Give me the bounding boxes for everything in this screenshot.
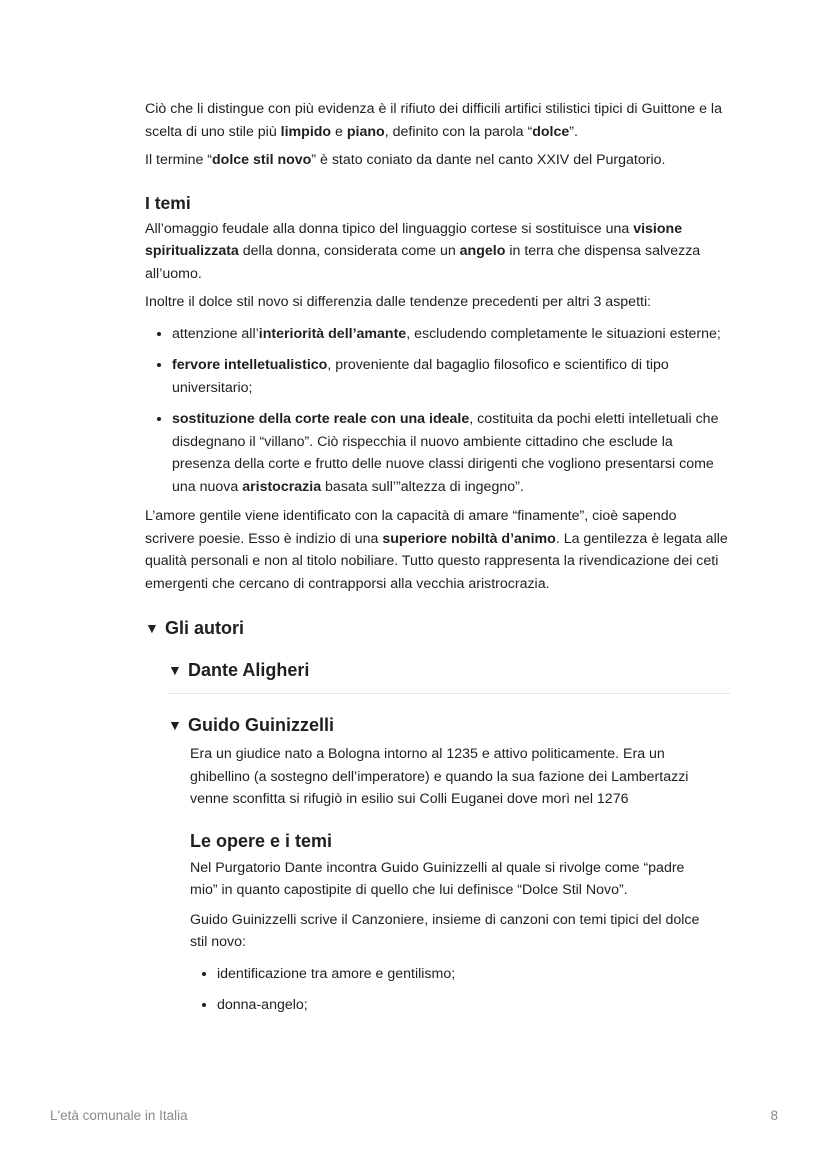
triangle-down-icon: ▼ <box>145 620 159 636</box>
toggle-label: Guido Guinizzelli <box>188 715 334 735</box>
temi-heading: I temi <box>145 192 191 213</box>
opere-heading: Le opere e i temi <box>190 830 333 851</box>
temi-paragraph-3: L’amore gentile viene identificato con la capacità di amare “finamente”, cioè sapendo scrivere poesie. Esso è indizio di una superiore nobiltà d’animo. La gentilezza è legata alle qualità personali e non al titolo nobiliare. Tutto questo rappresenta la rivendicazione dei ceti emergenti che cercano di contrapporsi alla vecchia aristrocrazia. <box>145 508 728 592</box>
list-item: • fervore intelletualistico, proveniente dal bagaglio filosofico e scientifico di tipo universitario; <box>172 354 730 399</box>
page-footer <box>50 1108 778 1123</box>
temi-paragraph-2: Inoltre il dolce stil novo si differenzia dalle tendenze precedenti per altri 3 aspetti: <box>145 294 652 310</box>
list-item: • sostituzione della corte reale con una ideale, costituita da pochi eletti intelletuali che disdegnano il “villano”. Ciò rispecchia il nuovo ambiente cittadino che esclude la presenza della corte e frutto delle nuove classi dirigenti che vogliono presentarsi come una nuova aristocrazia basata sull’”altezza di ingegno”. <box>172 408 730 498</box>
triangle-down-icon: ▼ <box>168 717 182 733</box>
opere-paragraph-2: Guido Guinizzelli scrive il Canzoniere, insieme di canzoni con temi tipici del dolce stil novo: <box>190 911 700 950</box>
triangle-down-icon: ▼ <box>168 662 182 678</box>
toggle-guido-guinizzelli[interactable] <box>168 712 730 738</box>
divider <box>168 693 730 694</box>
opere-paragraph-1: Nel Purgatorio Dante incontra Guido Guinizzelli al quale si rivolge come “padre mio” in quanto capostipite di quello che lui definisce “Dolce Stil Novo”. <box>190 859 685 898</box>
document-body <box>145 98 730 1026</box>
list-item: • donna-angelo; <box>217 994 710 1017</box>
guido-section <box>190 743 710 1017</box>
opere-bullet-list <box>190 963 710 1017</box>
intro-paragraph-1: Ciò che li distingue con più evidenza è il rifiuto dei difficili artifici stilistici tipici di Guittone e la scelta di uno stile più limpido e piano, definito con la parola “dolce”. <box>145 101 722 140</box>
toggle-dante-aligheri[interactable] <box>168 657 730 683</box>
guido-bio: Era un giudice nato a Bologna intorno al 1235 e attivo politicamente. Era un ghibellino (a sostegno dell’imperatore) e quando la sua fazione dei Lambertazzi venne sconfitta si rifugiò in esilio sui Colli Euganei dove morì nel 1276 <box>190 746 689 807</box>
list-item: • identificazione tra amore e gentilismo; <box>217 963 710 986</box>
temi-bullet-list <box>145 323 730 499</box>
list-item: • attenzione all’interiorità dell’amante, escludendo completamente le situazioni esterne; <box>172 323 730 346</box>
footer-title: L'età comunale in Italia <box>50 1108 188 1123</box>
toggle-label: Dante Aligheri <box>188 660 310 680</box>
intro-paragraph-2: Il termine “dolce stil novo” è stato coniato da dante nel canto XXIV del Purgatorio. <box>145 152 666 168</box>
toggle-label: Gli autori <box>165 618 245 638</box>
temi-paragraph-1: All’omaggio feudale alla donna tipico del linguaggio cortese si sostituisce una visione spiritualizzata della donna, considerata come un angelo in terra che dispensa salvezza all’uomo. <box>145 220 701 282</box>
toggle-gli-autori[interactable] <box>145 615 730 641</box>
page-number: 8 <box>770 1108 778 1123</box>
